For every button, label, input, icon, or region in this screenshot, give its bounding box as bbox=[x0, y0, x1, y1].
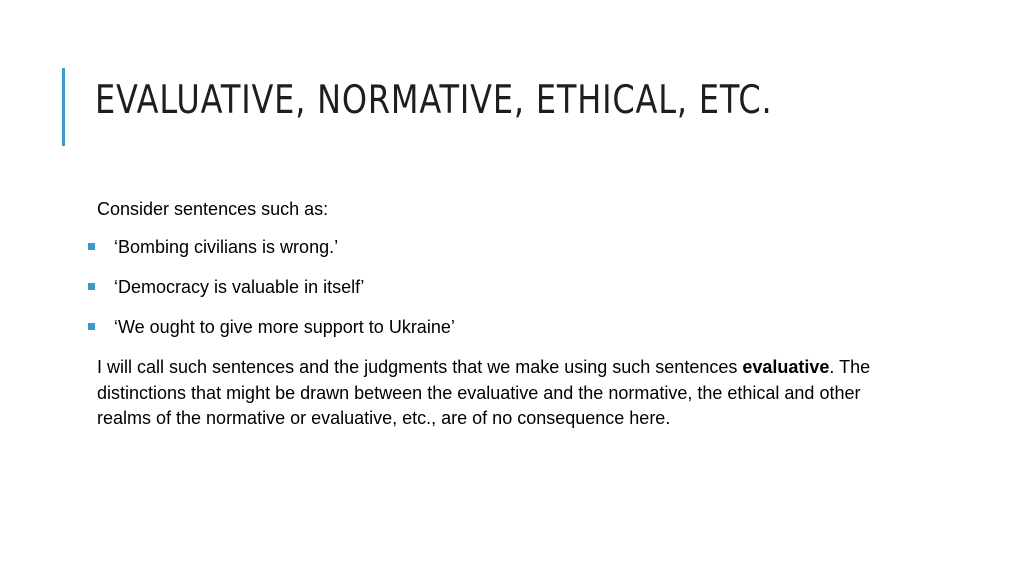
bullet-text: ‘Bombing civilians is wrong.’ bbox=[114, 237, 339, 257]
bullet-list bbox=[97, 235, 917, 339]
paragraph-text-before: I will call such sentences and the judgments that we make using such sentences bbox=[97, 357, 743, 377]
title-accent-bar bbox=[62, 68, 65, 146]
explanation-paragraph bbox=[97, 355, 917, 432]
bullet-item bbox=[97, 235, 917, 259]
square-bullet-icon bbox=[88, 323, 95, 330]
slide-title: EVALUATIVE, NORMATIVE, ETHICAL, ETC. bbox=[95, 78, 773, 123]
intro-text: Consider sentences such as: bbox=[97, 199, 329, 219]
bullet-item bbox=[97, 315, 917, 339]
square-bullet-icon bbox=[88, 283, 95, 290]
emphasis-term: evaluative bbox=[742, 357, 830, 377]
bullet-text: ‘We ought to give more support to Ukraine’ bbox=[114, 317, 455, 337]
slide-body bbox=[97, 197, 917, 432]
paragraph-text-after: . The distinctions that might be drawn between the evaluative and the normative, the ethical and other realms of the normative or evaluative, etc., are of no consequence here. bbox=[97, 357, 871, 428]
bullet-text: ‘Democracy is valuable in itself’ bbox=[114, 277, 365, 297]
square-bullet-icon bbox=[88, 243, 95, 250]
bullet-item bbox=[97, 275, 917, 299]
